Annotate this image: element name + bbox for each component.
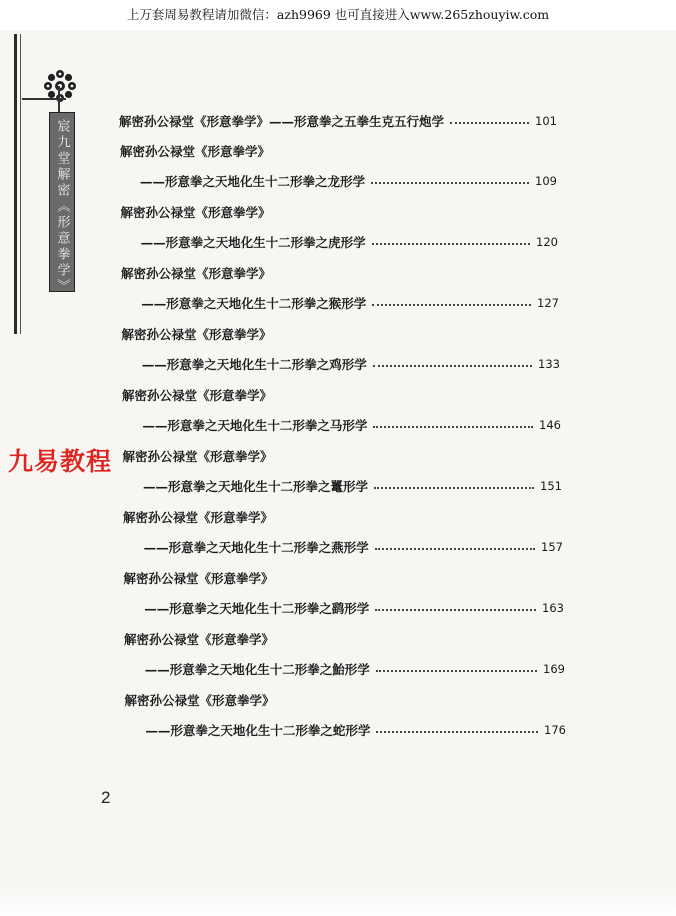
toc-entry-label: ——形意拳之天地化生十二形拳之鮐形学: [144, 662, 370, 677]
toc-page-number: 163: [542, 601, 564, 615]
dot-leader: [374, 487, 534, 489]
toc-page-number: 146: [539, 418, 561, 432]
toc-entry-label: ——形意拳之天地化生十二形拳之蛇形学: [145, 723, 371, 738]
toc-entry: [145, 721, 566, 739]
toc-page-number: 109: [535, 174, 557, 188]
table-of-contents: [0, 30, 676, 790]
watermark-logo: 九易教程: [8, 447, 113, 476]
toc-group-title: 解密孙公禄堂《形意拳学》: [121, 327, 272, 342]
dot-leader: [372, 243, 530, 245]
toc-entry: [145, 660, 565, 678]
toc-group-title: 解密孙公禄堂《形意拳学》: [121, 266, 272, 281]
dot-leader: [376, 670, 537, 672]
toc-group-title: 解密孙公禄堂《形意拳学》: [122, 388, 273, 403]
page-number: 2: [101, 788, 111, 807]
toc-group-title: 解密孙公禄堂《形意拳学》: [120, 144, 271, 159]
toc-group-title: 解密孙公禄堂《形意拳学》: [124, 632, 275, 647]
toc-group-title: 解密孙公禄堂《形意拳学》: [123, 571, 274, 586]
toc-entry-label: 解密孙公禄堂《形意拳学》——形意拳之五拳生克五行炮学: [119, 114, 445, 129]
toc-group-title: 解密孙公禄堂《形意拳学》: [124, 693, 275, 708]
dot-leader: [372, 304, 531, 306]
toc-entry-label: ——形意拳之天地化生十二形拳之虎形学: [140, 235, 366, 250]
toc-entry-label: ——形意拳之天地化生十二形拳之燕形学: [143, 540, 369, 555]
toc-entry-label: ——形意拳之天地化生十二形拳之龙形学: [140, 174, 366, 189]
toc-entry: [144, 599, 564, 617]
toc-entry-label: ——形意拳之天地化生十二形拳之鸡形学: [141, 357, 367, 372]
toc-page-number: 101: [535, 114, 557, 128]
toc-entry-label: ——形意拳之天地化生十二形拳之鼍形学: [143, 479, 369, 494]
toc-page-number: 127: [537, 296, 559, 310]
dot-leader: [375, 548, 535, 550]
toc-entry: [141, 233, 558, 251]
toc-entry-label: ——形意拳之天地化生十二形拳之鹞形学: [144, 601, 370, 616]
toc-entry: [143, 477, 562, 495]
dot-leader: [375, 609, 536, 611]
dot-leader: [373, 365, 532, 367]
toc-entry: [142, 355, 560, 373]
toc-page-number: 133: [538, 357, 560, 371]
dot-leader: [371, 182, 529, 184]
toc-entry-label: ——形意拳之天地化生十二形拳之猴形学: [141, 296, 367, 311]
toc-page-number: 120: [536, 235, 558, 249]
toc-page-number: 157: [541, 540, 563, 554]
toc-group-title: 解密孙公禄堂《形意拳学》: [120, 205, 271, 220]
dot-leader: [373, 426, 533, 428]
toc-page-number: 151: [540, 479, 562, 493]
toc-group-title: 解密孙公禄堂《形意拳学》: [123, 510, 274, 525]
toc-entry-label: ——形意拳之天地化生十二形拳之马形学: [142, 418, 368, 433]
book-page: [0, 30, 676, 916]
header-banner: 上万套周易教程请加微信：azh9969 也可直接进入www.265zhouyiw.com: [126, 7, 550, 22]
toc-page-number: 169: [543, 662, 565, 676]
dot-leader: [450, 122, 529, 124]
dot-leader: [376, 731, 538, 733]
toc-entry: [142, 416, 561, 434]
toc-entry: [144, 538, 563, 556]
toc-group-title: 解密孙公禄堂《形意拳学》: [122, 449, 273, 464]
toc-page-number: 176: [544, 723, 566, 737]
spine-title: 宸九堂解密《形意拳学》: [54, 119, 70, 295]
toc-entry: [119, 112, 557, 130]
toc-entry: [141, 294, 559, 312]
page-bottom-fade: [0, 886, 676, 916]
toc-entry: [140, 172, 557, 190]
